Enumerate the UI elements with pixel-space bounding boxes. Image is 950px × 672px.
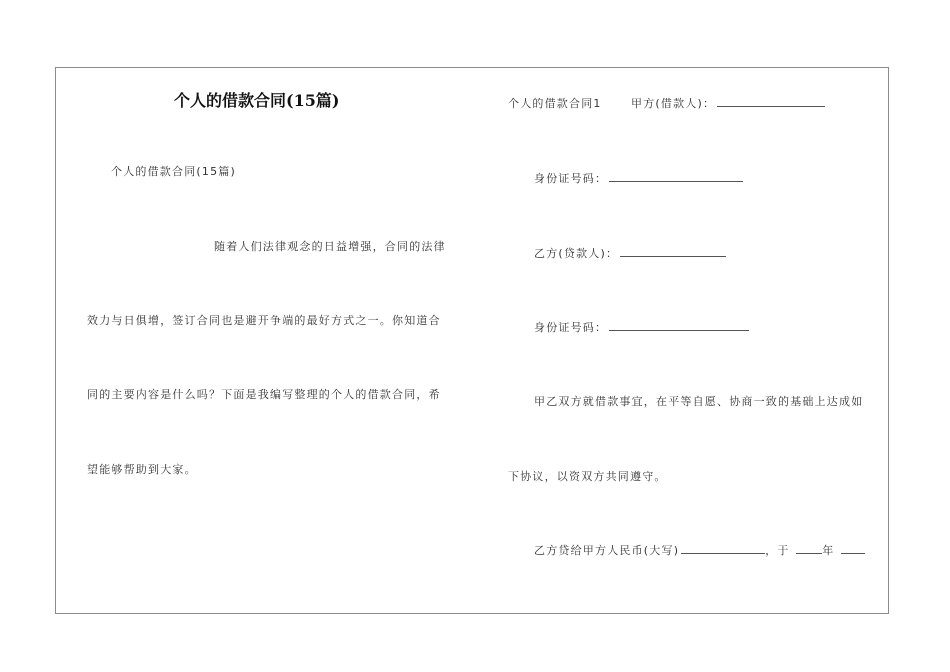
loan-year-blank [796,543,822,554]
left-paragraph-line-1: 随着人们法律观念的日益增强，合同的法律 [214,240,446,253]
document-page [55,67,889,614]
party-a-blank [717,96,825,107]
loan-amount-line [534,542,865,558]
loan-year: 年 [822,544,835,557]
id-a-blank [609,171,743,182]
id-b-line [534,319,749,335]
loan-amount-blank [681,543,765,554]
id-a-line [534,170,743,186]
agreement-line-1: 甲乙双方就借款事宜，在平等自愿、协商一致的基础上达成如 [534,395,864,408]
party-b-label: 乙方(贷款人)： [534,247,619,260]
left-paragraph-line-4: 望能够帮助到大家。 [87,463,197,476]
contract-heading: 个人的借款合同1 [508,97,602,110]
left-subtitle: 个人的借款合同(15篇) [111,165,236,178]
loan-mid: ，于 [765,544,790,557]
id-b-label: 身份证号码： [534,321,608,334]
party-a-label: 甲方(借款人)： [631,97,716,110]
agreement-line-2: 下协议，以资双方共同遵守。 [508,470,667,483]
loan-month-blank [841,543,865,554]
id-b-blank [609,320,749,331]
party-b-blank [620,246,726,257]
loan-prefix: 乙方贷给甲方人民币(大写) [534,544,680,557]
contract-heading-line [508,95,825,111]
left-paragraph-line-2: 效力与日俱增，签订合同也是避开争端的最好方式之一。你知道合 [87,314,441,327]
document-title: 个人的借款合同(15篇) [174,91,340,110]
left-paragraph-line-3: 同的主要内容是什么吗？下面是我编写整理的个人的借款合同，希 [87,388,441,401]
party-b-line [534,245,726,261]
id-a-label: 身份证号码： [534,172,608,185]
